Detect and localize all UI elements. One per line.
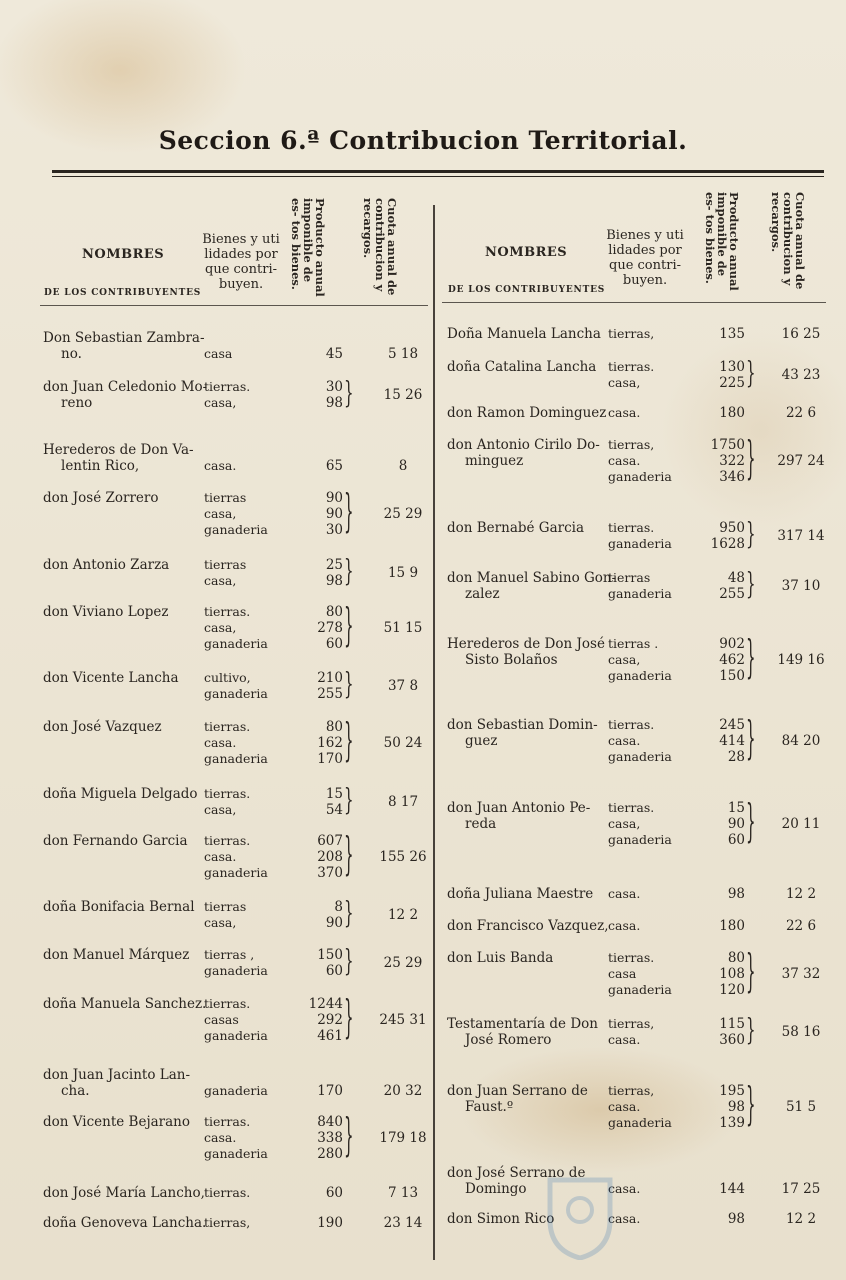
- taxable-product: 1750: [710, 437, 745, 453]
- taxable-product: 292: [317, 1012, 343, 1028]
- contributor-name: don Manuel Márquez: [43, 947, 190, 963]
- brace-icon: }: [344, 894, 354, 931]
- annual-quota: 12 2: [387, 907, 419, 923]
- contributor-name-cont: Domingo: [465, 1181, 527, 1197]
- asset-type: tierras: [204, 490, 247, 505]
- taxable-product: 139: [719, 1115, 745, 1131]
- annual-quota: 43 23: [781, 367, 821, 383]
- contributor-name-cont: minguez: [465, 453, 524, 469]
- annual-quota: 25 29: [383, 506, 423, 522]
- taxable-product: 15: [325, 786, 343, 802]
- taxable-product: 90: [325, 490, 343, 506]
- asset-type: tierras ,: [204, 947, 255, 962]
- annual-quota: 15 9: [387, 565, 419, 581]
- brace-icon: }: [344, 942, 354, 979]
- annual-quota: 12 2: [785, 1211, 817, 1227]
- asset-type: casa.: [204, 849, 237, 864]
- page-title: Seccion 6.ª Contribucion Territorial.: [158, 126, 688, 155]
- annual-quota: 58 16: [781, 1024, 821, 1040]
- contributor-name-cont: cha.: [61, 1083, 90, 1099]
- taxable-product: 130: [719, 359, 745, 375]
- taxable-product: 98: [727, 886, 745, 902]
- taxable-product: 90: [325, 915, 343, 931]
- right-header-quota: Cuota anual de contribucion y recargos.: [769, 192, 807, 290]
- taxable-product: 461: [317, 1028, 343, 1044]
- asset-type: ganaderia: [204, 1146, 268, 1161]
- asset-type: casa.: [608, 1099, 641, 1114]
- annual-quota: 5 18: [387, 346, 419, 362]
- left-header-names: NOMBRES: [82, 247, 165, 262]
- contributor-name: don Manuel Sabino Gon-: [447, 570, 617, 586]
- asset-type: casa: [608, 966, 637, 981]
- taxable-product: 462: [719, 652, 745, 668]
- taxable-product: 80: [727, 950, 745, 966]
- taxable-product: 607: [317, 833, 343, 849]
- asset-type: casa,: [204, 395, 237, 410]
- annual-quota: 25 29: [383, 955, 423, 971]
- title-rule-thin: [52, 176, 824, 177]
- taxable-product: 1628: [710, 536, 745, 552]
- taxable-product: 360: [719, 1032, 745, 1048]
- brace-icon: }: [344, 665, 354, 702]
- contributor-name: don Vicente Bejarano: [43, 1114, 191, 1130]
- asset-type: casa,: [204, 915, 237, 930]
- asset-type: casa.: [204, 458, 237, 473]
- asset-type: ganaderia: [204, 636, 268, 651]
- annual-quota: 51 5: [785, 1099, 817, 1115]
- asset-type: tierras.: [608, 950, 655, 965]
- contributor-name: don Antonio Zarza: [43, 557, 170, 573]
- taxable-product: 98: [727, 1099, 745, 1115]
- asset-type: tierras.: [204, 604, 251, 619]
- taxable-product: 144: [719, 1181, 745, 1197]
- asset-type: ganaderia: [204, 963, 268, 978]
- taxable-product: 902: [719, 636, 745, 652]
- asset-type: casa.: [608, 733, 641, 748]
- contributor-name: don Simon Rico: [447, 1211, 555, 1227]
- contributor-name-cont: no.: [61, 346, 82, 362]
- asset-type: casa.: [608, 918, 641, 933]
- asset-type: tierras.: [204, 1114, 251, 1129]
- contributor-name-cont: lentin Rico,: [61, 458, 140, 474]
- asset-type: tierras.: [204, 379, 251, 394]
- asset-type: ganaderia: [204, 865, 268, 880]
- asset-type: ganaderia: [204, 1028, 268, 1043]
- brace-icon: }: [344, 484, 354, 538]
- annual-quota: 22 6: [785, 918, 817, 934]
- taxable-product: 338: [317, 1130, 343, 1146]
- right-header-goods: Bienes y uti lidades por que contri- buyen.: [606, 228, 684, 288]
- asset-type: casa,: [204, 802, 237, 817]
- contributor-name: don Fernando Garcia: [43, 833, 188, 849]
- annual-quota: 297 24: [777, 453, 825, 469]
- asset-type: tierras,: [608, 437, 655, 452]
- asset-type: ganaderia: [204, 522, 268, 537]
- taxable-product: 54: [325, 802, 343, 818]
- contributor-name: Don Sebastian Zambra-: [43, 330, 205, 346]
- asset-type: ganaderia: [608, 1115, 672, 1130]
- asset-type: casa.: [608, 1181, 641, 1196]
- taxable-product: 15: [727, 800, 745, 816]
- annual-quota: 179 18: [379, 1130, 427, 1146]
- asset-type: tierras,: [608, 1016, 655, 1031]
- contributor-name: don Juan Antonio Pe-: [447, 800, 591, 816]
- asset-type: casa,: [204, 620, 237, 635]
- contributor-name: don Sebastian Domin-: [447, 717, 598, 733]
- annual-quota: 37 10: [781, 578, 821, 594]
- contributor-name: don Juan Celedonio Mo-: [43, 379, 208, 395]
- taxable-product: 120: [719, 982, 745, 998]
- taxable-product: 45: [325, 346, 343, 362]
- annual-quota: 20 11: [781, 816, 821, 832]
- contributor-name-cont: zalez: [465, 586, 500, 602]
- contributor-name: don José María Lancho,: [43, 1185, 205, 1201]
- annual-quota: 22 6: [785, 405, 817, 421]
- asset-type: tierras,: [608, 1083, 655, 1098]
- asset-type: tierras.: [204, 786, 251, 801]
- taxable-product: 135: [719, 326, 745, 342]
- right-header-rule: [442, 302, 826, 303]
- right-header-names-sub: DE LOS CONTRIBUYENTES: [448, 285, 606, 295]
- annual-quota: 84 20: [781, 733, 821, 749]
- taxable-product: 30: [325, 522, 343, 538]
- brace-icon: }: [746, 515, 756, 552]
- asset-type: tierras.: [204, 1185, 251, 1200]
- annual-quota: 8: [398, 458, 408, 474]
- asset-type: casa.: [608, 453, 641, 468]
- brace-icon: }: [746, 711, 756, 765]
- taxable-product: 98: [325, 395, 343, 411]
- title-rule: [52, 170, 824, 173]
- asset-type: tierras.: [608, 520, 655, 535]
- contributor-name: don Vicente Lancha: [43, 670, 179, 686]
- taxable-product: 90: [325, 506, 343, 522]
- contributor-name: don José Serrano de: [447, 1165, 586, 1181]
- asset-type: casa.: [204, 735, 237, 750]
- brace-icon: }: [344, 598, 354, 652]
- asset-type: ganaderia: [608, 586, 672, 601]
- asset-type: ganaderia: [608, 536, 672, 551]
- asset-type: tierras.: [608, 359, 655, 374]
- contributor-name: doña Miguela Delgado: [43, 786, 198, 802]
- contributor-name: doña Manuela Sanchez.: [43, 996, 207, 1012]
- taxable-product: 255: [719, 586, 745, 602]
- left-header-names-sub: DE LOS CONTRIBUYENTES: [44, 288, 202, 298]
- taxable-product: 30: [325, 379, 343, 395]
- asset-type: tierras.: [204, 996, 251, 1011]
- asset-type: tierras.: [204, 833, 251, 848]
- asset-type: ganaderia: [608, 469, 672, 484]
- contributor-name: don José Zorrero: [43, 490, 159, 506]
- contributor-name: Doña Manuela Lancha: [447, 326, 601, 342]
- left-header-quota: Cuota anual de contribucion y recargos.: [361, 198, 399, 296]
- annual-quota: 17 25: [781, 1181, 821, 1197]
- contributor-name: doña Juliana Maestre: [447, 886, 594, 902]
- annual-quota: 37 32: [781, 966, 821, 982]
- annual-quota: 149 16: [777, 652, 825, 668]
- taxable-product: 8: [334, 899, 343, 915]
- taxable-product: 210: [317, 670, 343, 686]
- taxable-product: 1244: [308, 996, 343, 1012]
- taxable-product: 195: [719, 1083, 745, 1099]
- contributor-name: don Antonio Cirilo Do-: [447, 437, 600, 453]
- asset-type: casa.: [204, 1130, 237, 1145]
- brace-icon: }: [344, 1108, 354, 1162]
- contributor-name: don Bernabé Garcia: [447, 520, 584, 536]
- crest-icon: [540, 1160, 620, 1260]
- brace-icon: }: [746, 944, 756, 998]
- taxable-product: 60: [325, 636, 343, 652]
- annual-quota: 245 31: [379, 1012, 427, 1028]
- annual-quota: 50 24: [383, 735, 423, 751]
- asset-type: casas: [204, 1012, 239, 1027]
- watermark-seal: [540, 1160, 780, 1260]
- taxable-product: 180: [719, 918, 745, 934]
- taxable-product: 245: [719, 717, 745, 733]
- contributor-name-cont: Sisto Bolaños: [465, 652, 558, 668]
- taxable-product: 162: [317, 735, 343, 751]
- taxable-product: 170: [317, 751, 343, 767]
- taxable-product: 60: [325, 1185, 343, 1201]
- brace-icon: }: [746, 794, 756, 848]
- left-header-product: Producto anual imponible de es- tos bienes.: [289, 198, 327, 297]
- taxable-product: 346: [719, 469, 745, 485]
- asset-type: tierras,: [204, 1215, 251, 1230]
- contributor-name: don Ramon Dominguez: [447, 405, 607, 421]
- taxable-product: 48: [727, 570, 745, 586]
- taxable-product: 180: [719, 405, 745, 421]
- taxable-product: 840: [317, 1114, 343, 1130]
- contributor-name: Herederos de Don Va-: [43, 442, 194, 458]
- column-divider: [433, 205, 435, 1260]
- taxable-product: 108: [719, 966, 745, 982]
- taxable-product: 322: [719, 453, 745, 469]
- taxable-product: 25: [325, 557, 343, 573]
- taxable-product: 150: [317, 947, 343, 963]
- asset-type: ganaderia: [608, 832, 672, 847]
- brace-icon: }: [344, 374, 354, 411]
- contributor-name: doña Genoveva Lancha.: [43, 1215, 207, 1231]
- taxable-product: 370: [317, 865, 343, 881]
- annual-quota: 12 2: [785, 886, 817, 902]
- taxable-product: 65: [325, 458, 343, 474]
- taxable-product: 98: [325, 573, 343, 589]
- taxable-product: 80: [325, 604, 343, 620]
- taxable-product: 115: [719, 1016, 745, 1032]
- annual-quota: 8 17: [387, 794, 419, 810]
- asset-type: tierras.: [608, 717, 655, 732]
- asset-type: casa.: [608, 1211, 641, 1226]
- asset-type: casa,: [608, 375, 641, 390]
- asset-type: tierras.: [608, 800, 655, 815]
- annual-quota: 15 26: [383, 387, 423, 403]
- contributor-name: don Viviano Lopez: [43, 604, 169, 620]
- contributor-name-cont: reda: [465, 816, 497, 832]
- asset-type: tierras: [204, 899, 247, 914]
- taxable-product: 278: [317, 620, 343, 636]
- asset-type: ganaderia: [608, 668, 672, 683]
- taxable-product: 150: [719, 668, 745, 684]
- asset-type: tierras .: [608, 636, 659, 651]
- asset-type: casa.: [608, 1032, 641, 1047]
- asset-type: ganaderia: [608, 982, 672, 997]
- asset-type: ganaderia: [608, 749, 672, 764]
- annual-quota: 23 14: [383, 1215, 423, 1231]
- brace-icon: }: [746, 630, 756, 684]
- taxable-product: 60: [325, 963, 343, 979]
- contributor-name: doña Catalina Lancha: [447, 359, 597, 375]
- contributor-name-cont: Faust.º: [465, 1099, 514, 1115]
- brace-icon: }: [344, 713, 354, 767]
- brace-icon: }: [746, 354, 756, 391]
- brace-icon: }: [746, 431, 756, 485]
- annual-quota: 37 8: [387, 678, 419, 694]
- taxable-product: 255: [317, 686, 343, 702]
- contributor-name: Testamentaría de Don: [447, 1016, 598, 1032]
- taxable-product: 225: [719, 375, 745, 391]
- annual-quota: 16 25: [781, 326, 821, 342]
- taxable-product: 60: [727, 832, 745, 848]
- asset-type: tierras,: [608, 326, 655, 341]
- left-header-goods: Bienes y uti lidades por que contri- buyen.: [202, 232, 280, 292]
- taxable-product: 98: [727, 1211, 745, 1227]
- annual-quota: 317 14: [777, 528, 825, 544]
- brace-icon: }: [746, 1011, 756, 1048]
- right-header-names: NOMBRES: [485, 245, 568, 260]
- asset-type: casa.: [608, 886, 641, 901]
- brace-icon: }: [344, 990, 354, 1044]
- asset-type: casa: [204, 346, 233, 361]
- asset-type: casa,: [608, 652, 641, 667]
- contributor-name: Herederos de Don José: [447, 636, 605, 652]
- taxable-product: 414: [719, 733, 745, 749]
- contributor-name: don José Vazquez: [43, 719, 162, 735]
- asset-type: casa,: [204, 573, 237, 588]
- annual-quota: 20 32: [383, 1083, 423, 1099]
- asset-type: ganaderia: [204, 751, 268, 766]
- taxable-product: 90: [727, 816, 745, 832]
- brace-icon: }: [746, 1077, 756, 1131]
- asset-type: ganaderia: [204, 1083, 268, 1098]
- taxable-product: 80: [325, 719, 343, 735]
- right-header-product: Producto anual imponible de es- tos bienes.: [703, 192, 741, 291]
- asset-type: casa.: [608, 405, 641, 420]
- taxable-product: 950: [719, 520, 745, 536]
- contributor-name-cont: reno: [61, 395, 93, 411]
- annual-quota: 7 13: [387, 1185, 419, 1201]
- contributor-name: doña Bonifacia Bernal: [43, 899, 195, 915]
- left-header-rule: [40, 305, 428, 306]
- contributor-name: don Luis Banda: [447, 950, 554, 966]
- taxable-product: 208: [317, 849, 343, 865]
- asset-type: cultivo,: [204, 670, 251, 685]
- contributor-name: don Juan Jacinto Lan-: [43, 1067, 191, 1083]
- annual-quota: 51 15: [383, 620, 423, 636]
- asset-type: tierras.: [204, 719, 251, 734]
- asset-type: tierras: [204, 557, 247, 572]
- contributor-name: don Francisco Vazquez,: [447, 918, 609, 934]
- taxable-product: 170: [317, 1083, 343, 1099]
- brace-icon: }: [344, 781, 354, 818]
- contributor-name-cont: guez: [465, 733, 498, 749]
- contributor-name: don Juan Serrano de: [447, 1083, 588, 1099]
- asset-type: ganaderia: [204, 686, 268, 701]
- brace-icon: }: [344, 552, 354, 589]
- taxable-product: 280: [317, 1146, 343, 1162]
- asset-type: tierras: [608, 570, 651, 585]
- brace-icon: }: [344, 827, 354, 881]
- asset-type: casa,: [608, 816, 641, 831]
- asset-type: casa,: [204, 506, 237, 521]
- taxable-product: 28: [727, 749, 745, 765]
- contributor-name-cont: José Romero: [465, 1032, 552, 1048]
- taxable-product: 190: [317, 1215, 343, 1231]
- brace-icon: }: [746, 565, 756, 602]
- annual-quota: 155 26: [379, 849, 427, 865]
